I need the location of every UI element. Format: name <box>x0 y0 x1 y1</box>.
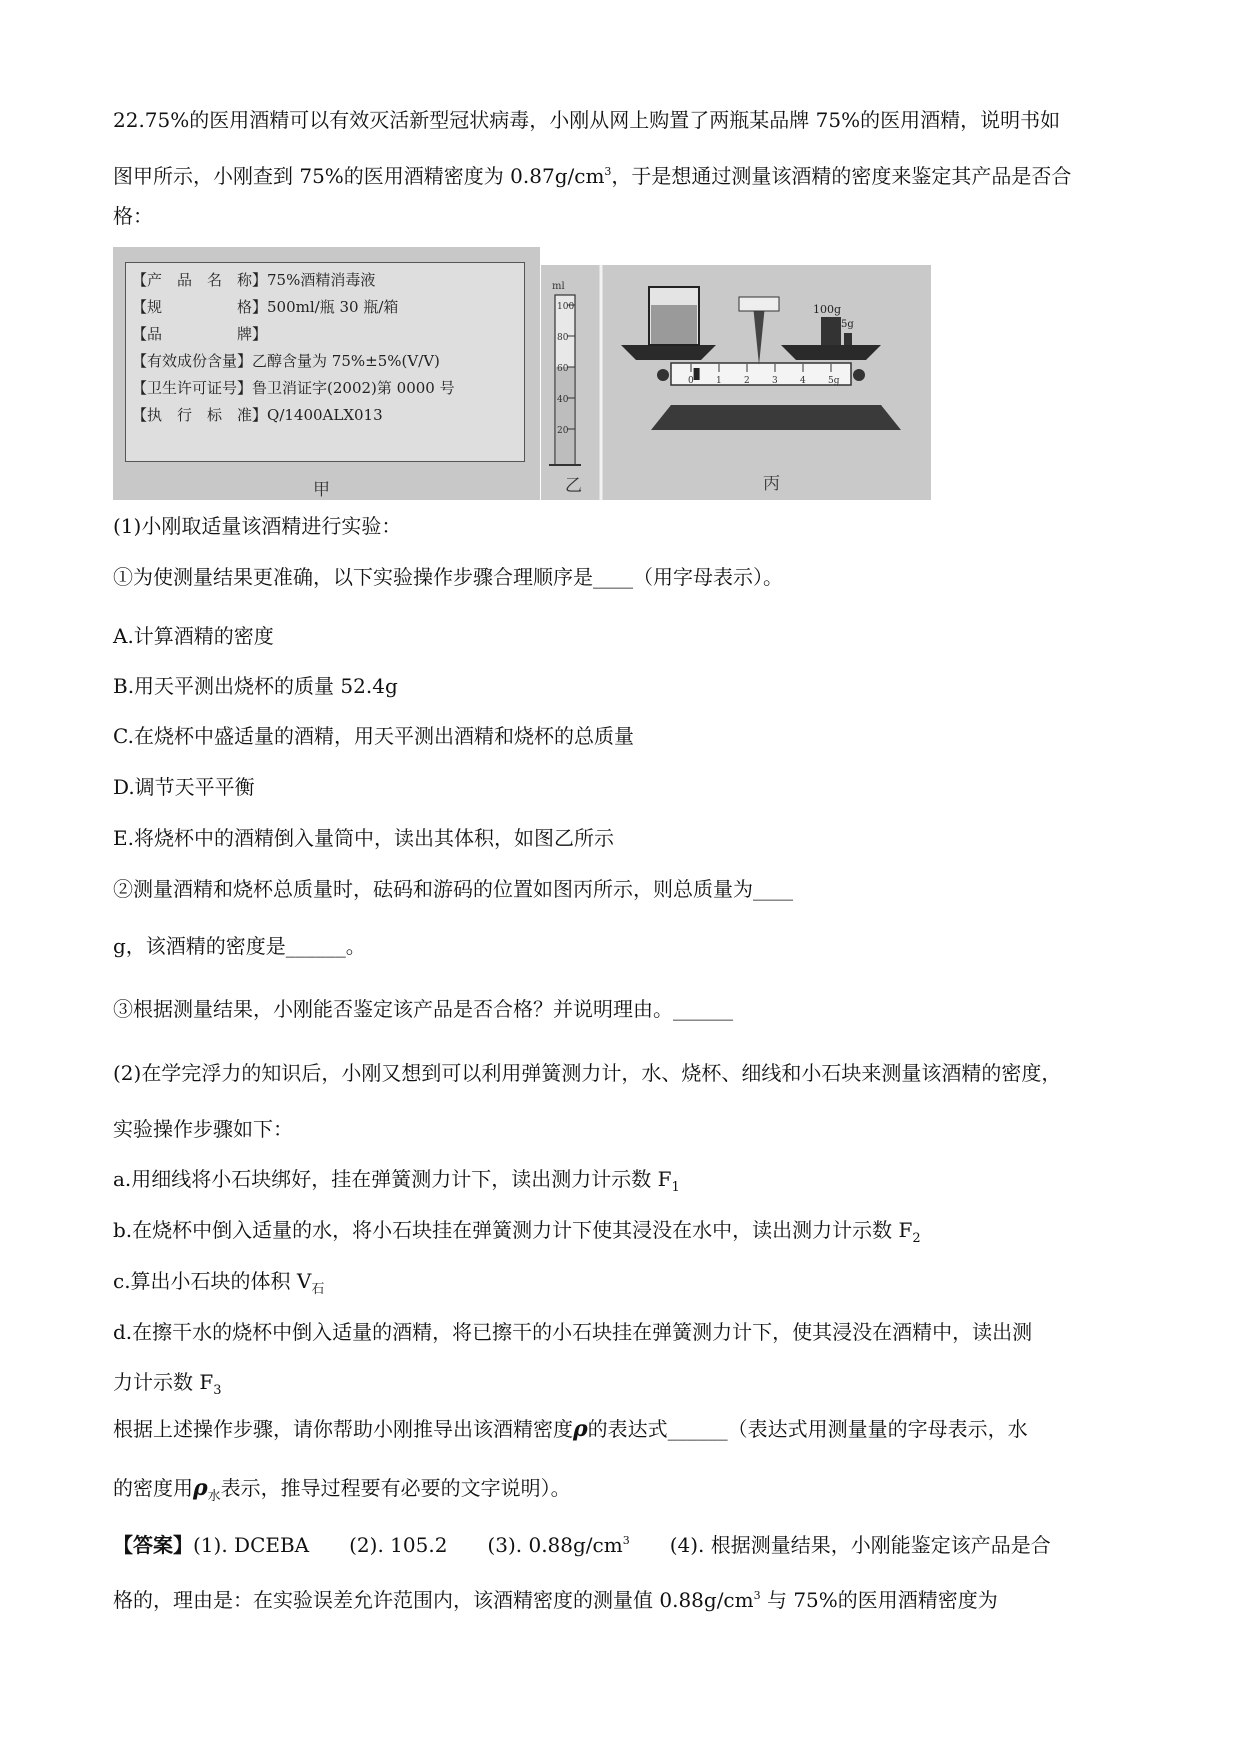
rho-water-symbol: ρ <box>193 1475 208 1501</box>
cylinder-tick-label: 20 <box>557 426 569 436</box>
part2-line2: 实验操作步骤如下： <box>113 1117 293 1141</box>
graduated-cylinder <box>549 295 581 465</box>
option-d: D.调节天平平衡 <box>113 775 255 799</box>
cylinder-tick-label: 100 <box>557 302 575 312</box>
sub-water: 水 <box>207 1489 221 1504</box>
cylinder-liquid <box>556 367 574 464</box>
part1-q2-line1: ②测量酒精和烧杯总质量时，砝码和游码的位置如图丙所示，则总质量为____ <box>113 877 793 901</box>
beam-scale-label: 4 <box>800 376 806 386</box>
sub-3: 3 <box>213 1383 222 1398</box>
answer-sup: 3 <box>622 1534 630 1547</box>
figure-bing-caption: 丙 <box>763 474 780 494</box>
step-a: a.用细线将小石块绑好，挂在弹簧测力计下，读出测力计示数 $F_1$ <box>113 1167 680 1195</box>
balance-pointer <box>753 305 765 365</box>
answer-line2: 格的，理由是：在实验误差允许范围内，该酒精密度的测量值 $0.88g/cm^3$ 与 75%的医用酒精密度为 <box>113 1588 998 1612</box>
balance-nut-left <box>657 369 669 381</box>
question-intro-line1: 22.75%的医用酒精可以有效灭活新型冠状病毒，小刚从网上购置了两瓶某品牌 75%的医用酒精，说明书如 <box>113 108 1061 132</box>
answer-sup-2: 3 <box>753 1589 761 1602</box>
derive-line: 根据上述操作步骤，请你帮助小刚推导出该酒精密度ρ的表达式______（表达式用测量量的字母表示，水 <box>113 1416 1028 1442</box>
sub-2: 2 <box>912 1231 921 1246</box>
cylinder-tick-label: 80 <box>557 333 569 343</box>
step-b: b.在烧杯中倒入适量的水，将小石块挂在弹簧测力计下使其浸没在水中，读出测力计示数 $F_2$ <box>113 1218 921 1246</box>
question-intro-line3: 格： <box>113 204 153 228</box>
option-b: B.用天平测出烧杯的质量 52.4g <box>113 674 398 698</box>
label-row: 【执 行 标 准】Q/1400ALX013 <box>132 406 383 424</box>
cylinder-tick-label: 60 <box>557 364 569 374</box>
balance-pan-right <box>781 345 881 360</box>
figure-yi-caption: 乙 <box>565 476 582 496</box>
balance-base <box>651 405 901 430</box>
balance-dial <box>739 297 779 311</box>
cylinder-tick-label: 40 <box>557 395 569 405</box>
balance-nut-right <box>853 369 865 381</box>
option-e: E.将烧杯中的酒精倒入量筒中，读出其体积，如图乙所示 <box>113 826 614 850</box>
part1-q2-line2: g，该酒精的密度是______。 <box>113 934 366 958</box>
beam-scale-label: 0 <box>688 376 694 386</box>
intro-text-b: ，于是想通过测量该酒精的密度来鉴定其产品是否合 <box>611 164 1072 188</box>
intro-text-a: 图甲所示，小刚查到 75%的医用酒精密度为 0.87g/cm <box>113 164 605 188</box>
beam-rider <box>694 368 700 380</box>
weight-100g <box>821 317 841 345</box>
part2-line1: (2)在学完浮力的知识后，小刚又想到可以利用弹簧测力计，水、烧杯、细线和小石块来测量该酒精的密度， <box>113 1061 1062 1085</box>
figure-yi-bing <box>541 265 931 500</box>
cylinder-unit: ml <box>552 281 565 292</box>
beam-scale-label: 1 <box>716 376 722 386</box>
figure-jia-caption: 甲 <box>313 480 330 500</box>
answer-label: 【答案】 <box>113 1533 193 1557</box>
sub-stone: 石 <box>311 1282 325 1297</box>
part1-title: (1)小刚取适量该酒精进行实验： <box>113 514 402 538</box>
label-row: 【规 格】500ml/瓶 30 瓶/箱 <box>132 298 399 316</box>
beam-scale-label: 5g <box>828 376 840 386</box>
beam-scale-label: 3 <box>772 376 778 386</box>
part1-q3: ③根据测量结果，小刚能否鉴定该产品是否合格？并说明理由。______ <box>113 997 733 1021</box>
step-c: c.算出小石块的体积 $V_石$ <box>113 1269 325 1297</box>
water-density-line: 的密度用$\rho_水$表示，推导过程要有必要的文字说明）。 <box>113 1475 571 1504</box>
question-intro-line2 <box>113 159 1071 189</box>
rho-symbol: ρ <box>573 1416 588 1442</box>
part1-q1: ①为使测量结果更准确，以下实验操作步骤合理顺序是____（用字母表示）。 <box>113 565 783 589</box>
balance <box>621 287 901 430</box>
figure-yi-bing-drawing <box>541 265 931 500</box>
beam-scale-label: 2 <box>744 376 750 386</box>
label-row: 【品 牌】 <box>132 325 268 343</box>
option-a: A.计算酒精的密度 <box>113 624 274 648</box>
weight-100g-label: 100g <box>813 303 842 316</box>
figure-jia-label-card <box>113 247 540 500</box>
weight-5g <box>844 333 852 345</box>
weight-5g-label: 5g <box>841 319 854 330</box>
answer-line1: 【答案】(1). DCEBA (2). 105.2 (3). $0.88g/cm^3$ (4). 根据测量结果，小刚能鉴定该产品是合 <box>113 1533 1051 1557</box>
label-row: 【卫生许可证号】鲁卫消证字(2002)第 0000 号 <box>132 379 455 397</box>
label-row: 【有效成份含量】乙醇含量为 75%±5%(V/V) <box>132 352 440 370</box>
product-label-card <box>125 262 525 462</box>
sub-1: 1 <box>671 1180 680 1195</box>
balance-pan-left <box>621 345 716 360</box>
step-d-line2: 力计示数 $F_3$ <box>113 1370 222 1398</box>
option-c: C.在烧杯中盛适量的酒精，用天平测出酒精和烧杯的总质量 <box>113 724 634 748</box>
step-d-line1: d.在擦干水的烧杯中倒入适量的酒精，将已擦干的小石块挂在弹簧测力计下，使其浸没在酒精中，读出测 <box>113 1320 1033 1344</box>
label-row: 【产 品 名 称】75%酒精消毒液 <box>132 271 376 289</box>
intro-superscript: 3 <box>604 165 612 178</box>
beaker-alcohol <box>651 305 697 344</box>
